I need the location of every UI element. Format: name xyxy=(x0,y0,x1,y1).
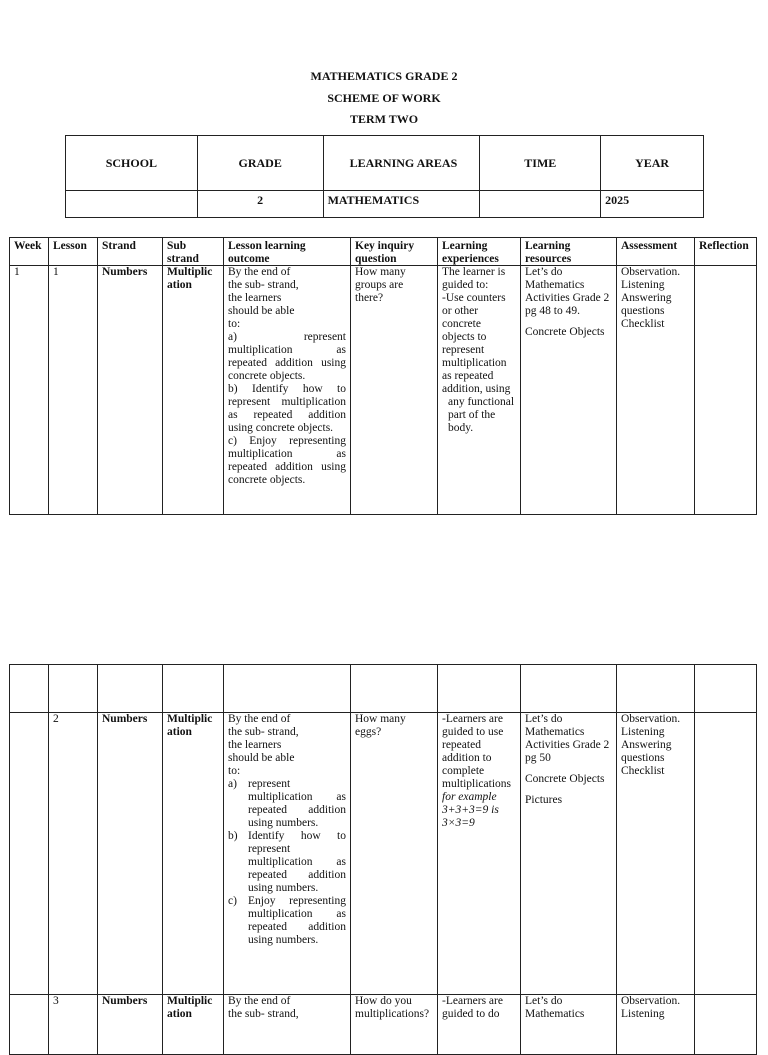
lesson-cell: 3 xyxy=(49,995,98,1055)
outcome-intro-line: should be able xyxy=(228,752,295,764)
reflection-cell xyxy=(695,995,757,1055)
resource-item: Concrete Objects xyxy=(525,773,605,785)
sub-strand-cell: Multiplic ation xyxy=(163,266,224,515)
resources-cell xyxy=(521,713,617,995)
assessment-item: Listening xyxy=(621,726,665,738)
year-value: 2025 xyxy=(601,191,704,218)
outcome-item xyxy=(228,778,346,830)
outcome-cell xyxy=(224,713,351,995)
outcome-intro-line: the sub- strand, xyxy=(228,1008,299,1020)
experiences-cell xyxy=(438,266,521,515)
assessment-item: Answering questions xyxy=(621,292,672,317)
outcome-intro-line: to: xyxy=(228,318,241,330)
outcome-item xyxy=(228,895,346,947)
assessment-item: Listening xyxy=(621,279,665,291)
inquiry-cell: How many eggs? xyxy=(351,713,438,995)
inquiry-cell: How do you multiplications? xyxy=(351,995,438,1055)
scheme-table-2 xyxy=(9,664,757,1055)
time-value xyxy=(480,191,601,218)
outcome-text: Identify how to represent multiplication as repeated addition using numbers. xyxy=(248,830,346,894)
experiences-header: Learning experiences xyxy=(438,238,521,266)
outcome-header: Lesson learning outcome xyxy=(224,238,351,266)
lesson-cell: 1 xyxy=(49,266,98,515)
resource-item: Pictures xyxy=(525,794,563,806)
assessment-header: Assessment xyxy=(617,238,695,266)
outcome-intro-line: should be able xyxy=(228,305,295,317)
outcome-marker: c) xyxy=(228,895,237,907)
outcome-item: b) Identify how to represent multiplication as repeated addition using concrete objects. xyxy=(228,383,346,434)
outcome-marker: a) xyxy=(228,778,237,790)
week-cell: 1 xyxy=(10,266,49,515)
doc-title: MATHEMATICS GRADE 2 xyxy=(310,69,458,83)
outcome-intro-line: the sub- strand, xyxy=(228,726,299,738)
outcome-cell xyxy=(224,266,351,515)
experience-line: any functional part of the body. xyxy=(448,396,515,434)
doc-subtitle: SCHEME OF WORK xyxy=(327,91,441,105)
experience-line: -Learners are guided to use repeated addition to complete multiplications xyxy=(442,713,511,790)
resources-cell xyxy=(521,266,617,515)
outcome-item: a) represent multiplication as repeated addition using concrete objects. xyxy=(228,331,346,382)
assessment-item: Listening xyxy=(621,1008,665,1020)
outcome-item xyxy=(228,830,346,895)
learning-areas-header: LEARNING AREAS xyxy=(323,136,480,191)
experience-line: The learner is guided to: xyxy=(442,266,506,291)
assessment-item: Observation. xyxy=(621,995,681,1007)
experience-example: for example 3+3+3=9 is 3×3=9 xyxy=(442,791,499,829)
assessment-cell xyxy=(617,713,695,995)
sub-strand-header: Sub strand xyxy=(163,238,224,266)
strand-header: Strand xyxy=(98,238,163,266)
week-cell xyxy=(10,713,49,995)
week-header: Week xyxy=(10,238,49,266)
learning-areas-value: MATHEMATICS xyxy=(323,191,480,218)
outcome-intro-line: By the end of xyxy=(228,995,291,1007)
reflection-cell xyxy=(695,713,757,995)
scheme-table-1 xyxy=(9,237,757,515)
resource-item: Mathematics xyxy=(525,1008,585,1020)
resource-item: Let’s do xyxy=(525,995,563,1007)
week-cell xyxy=(10,995,49,1055)
blank-header-row xyxy=(10,665,757,713)
grade-header: GRADE xyxy=(197,136,323,191)
outcome-intro-line: By the end of xyxy=(228,266,291,278)
outcome-intro-line: to: xyxy=(228,765,241,777)
experiences-cell xyxy=(438,713,521,995)
outcome-marker: b) xyxy=(228,830,238,842)
experience-line: -Learners are guided to do xyxy=(442,995,503,1020)
strand-cell: Numbers xyxy=(98,995,163,1055)
year-header: YEAR xyxy=(601,136,704,191)
lesson-cell: 2 xyxy=(49,713,98,995)
time-header: TIME xyxy=(480,136,601,191)
inquiry-cell: How many groups are there? xyxy=(351,266,438,515)
sub-strand-cell: Multiplic ation xyxy=(163,713,224,995)
resources-header: Learning resources xyxy=(521,238,617,266)
outcome-intro-line: the learners xyxy=(228,292,282,304)
reflection-cell xyxy=(695,266,757,515)
assessment-item: Answering questions xyxy=(621,739,672,764)
school-header: SCHOOL xyxy=(66,136,198,191)
resources-cell xyxy=(521,995,617,1055)
assessment-item: Checklist xyxy=(621,765,665,777)
assessment-cell xyxy=(617,995,695,1055)
school-value xyxy=(66,191,198,218)
doc-term: TERM TWO xyxy=(349,112,419,126)
assessment-cell xyxy=(617,266,695,515)
outcome-intro-line: By the end of xyxy=(228,713,291,725)
outcome-text: Enjoy representing multiplication as repeated addition using numbers. xyxy=(248,895,346,946)
resource-item: Let’s do Mathematics Activities Grade 2 pg 48 to 49. xyxy=(525,266,610,317)
inquiry-header: Key inquiry question xyxy=(351,238,438,266)
sub-strand-cell: Multiplic ation xyxy=(163,995,224,1055)
strand-cell: Numbers xyxy=(98,713,163,995)
outcome-intro-line: the learners xyxy=(228,739,282,751)
experiences-cell xyxy=(438,995,521,1055)
assessment-item: Observation. xyxy=(621,713,681,725)
outcome-text: represent multiplication as repeated addition using numbers. xyxy=(248,778,346,829)
reflection-header: Reflection xyxy=(695,238,757,266)
outcome-cell xyxy=(224,995,351,1055)
experience-line: -Use counters or other concrete objects to represent multiplication as repeated addition, using xyxy=(442,292,511,395)
school-info-table xyxy=(65,135,704,218)
outcome-item: c) Enjoy representing multiplication as repeated addition using concrete objects. xyxy=(228,435,346,486)
resource-item: Let’s do Mathematics Activities Grade 2 pg 50 xyxy=(525,713,610,764)
outcome-intro-line: the sub- strand, xyxy=(228,279,299,291)
grade-value: 2 xyxy=(197,191,323,218)
resource-item: Concrete Objects xyxy=(525,326,605,338)
assessment-item: Observation. xyxy=(621,266,681,278)
strand-cell: Numbers xyxy=(98,266,163,515)
assessment-item: Checklist xyxy=(621,318,665,330)
lesson-header: Lesson xyxy=(49,238,98,266)
